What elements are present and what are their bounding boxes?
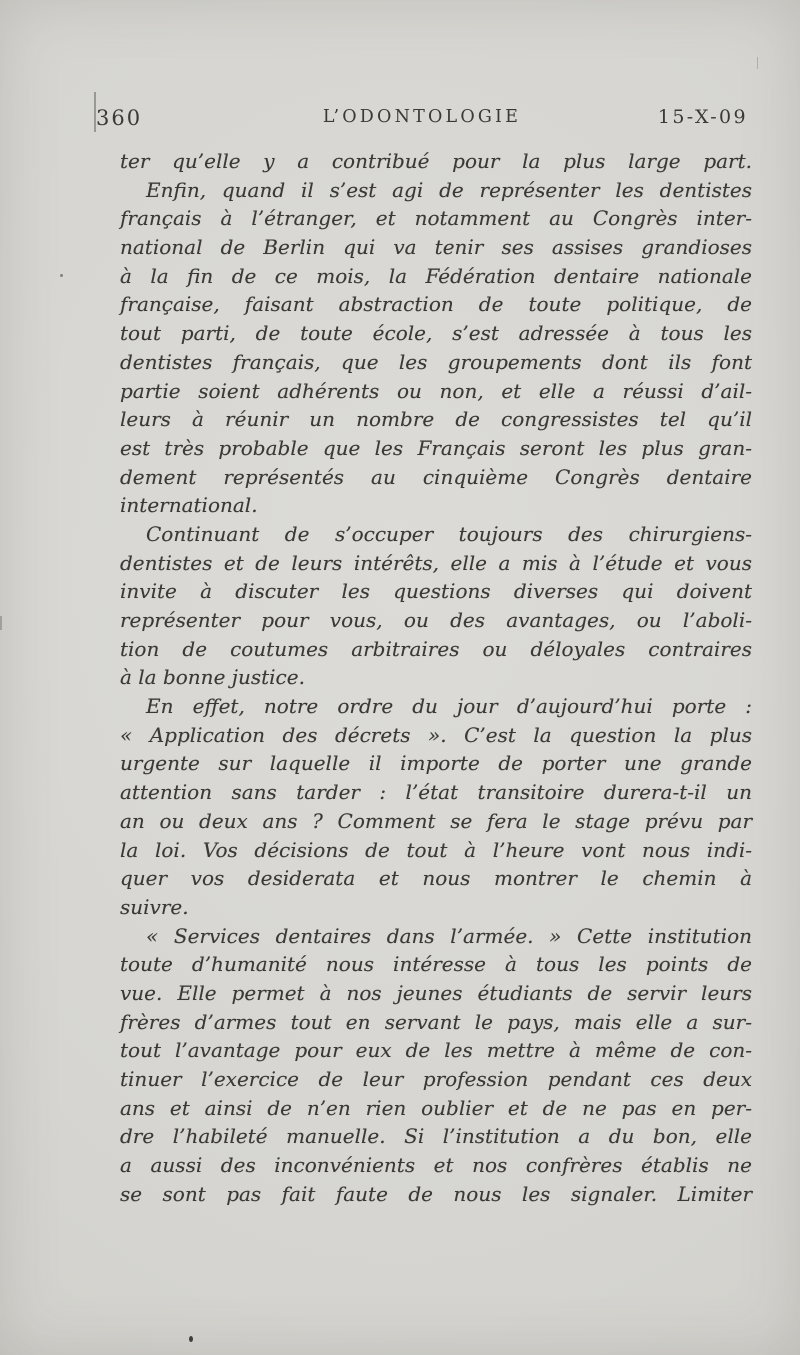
text-line: quer vos desiderata et nous montrer le chemin à — [120, 866, 752, 891]
text-line: française, faisant abstraction de toute politique, de — [120, 292, 752, 317]
text-line: partie soient adhérents ou non, et elle a réussi d’ail- — [120, 378, 752, 403]
text-line: « Application des décrets ». C’est la question la plus — [120, 722, 752, 747]
paragraph — [120, 922, 752, 1209]
text-line: vue. Elle permet à nos jeunes étudiants de servir leurs — [120, 980, 752, 1005]
text-line: a aussi des inconvénients et nos confrères établis ne — [120, 1153, 752, 1178]
text-line: « Services dentaires dans l’armée. » Cette institution — [146, 923, 752, 948]
text-line: représenter pour vous, ou des avantages, ou l’aboli- — [120, 608, 752, 632]
paragraph — [120, 176, 752, 520]
text-line: dre l’habileté manuelle. Si l’institution a du bon, elle — [120, 1124, 752, 1149]
text-line: urgente sur laquelle il importe de porter une grande — [120, 751, 752, 776]
text-line: suivre. — [120, 894, 189, 919]
text-line: dement représentés au cinquième Congrès dentaire — [120, 464, 752, 489]
text-line: frères d’armes tout en servant le pays, mais elle a sur- — [120, 1009, 752, 1034]
text-line: se sont pas fait faute de nous les signaler. Limiter — [120, 1181, 752, 1206]
paragraph — [120, 520, 752, 692]
text-line: ter qu’elle y a contribué pour la plus large part. — [120, 149, 752, 173]
text-line: Enfin, quand il s’est agi de représenter les dentistes — [146, 177, 752, 202]
text-line: tinuer l’exercice de leur profession pendant ces deux — [120, 1067, 752, 1091]
paragraph — [120, 692, 752, 922]
text-line: dentistes et de leurs intérêts, elle a mis à l’étude et vous — [120, 550, 752, 575]
text-line: dentistes français, que les groupements dont ils font — [120, 349, 752, 374]
issue-date: 15-X-09 — [657, 106, 748, 128]
text-line: national de Berlin qui va tenir ses assises grandioses — [120, 235, 752, 260]
scan-artifact — [60, 274, 63, 277]
text-line: international. — [120, 493, 258, 518]
text-line: la loi. Vos décisions de tout à l’heure vont nous indi- — [120, 837, 752, 862]
text-line: à la bonne justice. — [120, 665, 305, 690]
text-line: leurs à réunir un nombre de congressistes tel qu’il — [120, 407, 752, 432]
text-line: est très probable que les Français seront les plus gran- — [120, 435, 752, 460]
journal-title: L’ODONTOLOGIE — [322, 107, 522, 127]
text-line: an ou deux ans ? Comment se fera le stage prévu par — [120, 808, 752, 833]
paragraph — [120, 147, 752, 176]
text-line: tout l’avantage pour eux de les mettre à même de con- — [120, 1038, 752, 1063]
text-line: français à l’étranger, et notamment au Congrès inter- — [120, 206, 752, 231]
page-body — [120, 147, 752, 1208]
running-head — [96, 104, 748, 134]
text-line: tion de coutumes arbitraires ou déloyales contraires — [120, 636, 752, 661]
text-line: à la fin de ce mois, la Fédération dentaire nationale — [120, 263, 752, 288]
scan-artifact — [189, 1336, 193, 1342]
text-line: toute d’humanité nous intéresse à tous les points de — [120, 952, 752, 977]
page-number: 360 — [96, 106, 143, 130]
scan-artifact — [0, 616, 2, 630]
text-line: En effet, notre ordre du jour d’aujourd’hui porte : — [146, 694, 752, 719]
text-line: ans et ainsi de n’en rien oublier et de ne pas en per- — [120, 1095, 752, 1120]
text-line: invite à discuter les questions diverses qui doivent — [120, 579, 752, 604]
text-line: attention sans tarder : l’état transitoire durera-t-il un — [120, 780, 752, 805]
text-line: Continuant de s’occuper toujours des chirurgiens- — [146, 521, 752, 546]
scan-artifact — [757, 57, 758, 69]
text-line: tout parti, de toute école, s’est adressée à tous les — [120, 321, 752, 346]
scan-artifact — [94, 92, 96, 132]
